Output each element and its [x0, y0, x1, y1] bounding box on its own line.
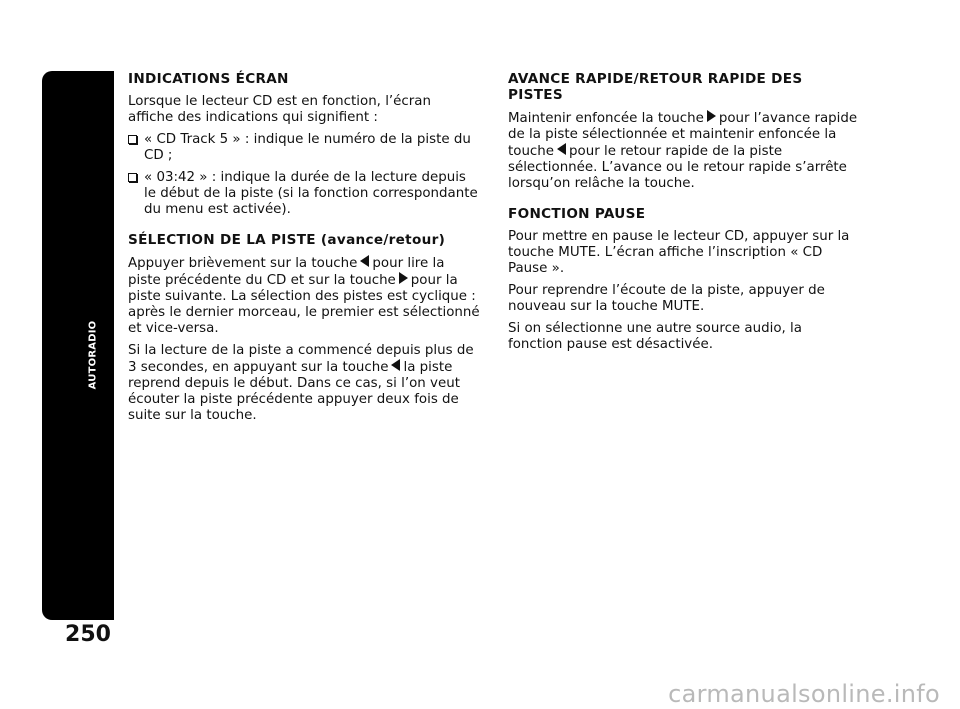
text-run: la piste reprend depuis le début. Dans ce cas, si l’on veut écouter la piste précédente appuyer deux fois de suite sur la touche. [128, 360, 460, 423]
text-run: pour l’avance rapide de la piste sélectionnée et maintenir enfoncée la touche [508, 111, 858, 159]
paragraph: Lorsque le lecteur CD est en fonction, l’écran affiche des indications qui signifient : [128, 94, 431, 125]
checkbox-bullet-icon [128, 173, 137, 182]
paragraph [128, 255, 480, 337]
triangle-left-icon [360, 255, 369, 267]
text-run: Maintenir enfoncée la touche [508, 111, 704, 126]
paragraph: Pour reprendre l’écoute de la piste, appuyer de nouveau sur la touche MUTE. [508, 283, 825, 314]
triangle-right-icon [707, 110, 716, 122]
list-item [128, 132, 480, 164]
paragraph: Si on sélectionne une autre source audio, la fonction pause est désactivée. [508, 321, 802, 352]
list-item [128, 170, 480, 218]
triangle-right-icon [399, 272, 408, 284]
text-run: Si la lecture de la piste a commencé depuis plus de 3 secondes, en appuyant sur la touche [128, 343, 474, 375]
right-column [508, 71, 860, 359]
page-number: 250 [65, 622, 111, 647]
heading-avance-rapide: AVANCE RAPIDE/RETOUR RAPIDE DES PISTES [508, 71, 803, 103]
triangle-left-icon [391, 359, 400, 371]
list-item-text: « 03:42 » : indique la durée de la lecture depuis le début de la piste (si la fonction correspondante du menu est activée). [144, 170, 478, 217]
paragraph [128, 343, 480, 424]
left-column [128, 71, 480, 430]
triangle-left-icon [557, 143, 566, 155]
section-tab [83, 320, 103, 390]
watermark: carmanualsonline.info [668, 680, 940, 708]
section-label: AUTORADIO [87, 320, 99, 390]
paragraph [508, 110, 860, 192]
checkbox-bullet-icon [128, 135, 137, 144]
list-item-text: « CD Track 5 » : indique le numéro de la piste du CD ; [144, 132, 471, 163]
heading-fonction-pause: FONCTION PAUSE [508, 206, 646, 222]
text-run: pour lire la piste précédente du CD et sur la touche [128, 256, 445, 288]
paragraph: Pour mettre en pause le lecteur CD, appuyer sur la touche MUTE. L’écran affiche l’inscription « CD Pause ». [508, 229, 850, 276]
text-run: pour la piste suivante. La sélection des pistes est cyclique : après le dernier morceau, le premier est sélectionné et vice-versa. [128, 273, 480, 336]
text-run: Appuyer brièvement sur la touche [128, 256, 358, 271]
heading-selection-piste: SÉLECTION DE LA PISTE (avance/retour) [128, 232, 446, 248]
heading-indications-ecran: INDICATIONS ÉCRAN [128, 71, 289, 87]
sidebar-band [42, 71, 114, 620]
text-run: pour le retour rapide de la piste sélectionnée. L’avance ou le retour rapide s’arrête lorsqu’on relâche la touche. [508, 144, 847, 191]
